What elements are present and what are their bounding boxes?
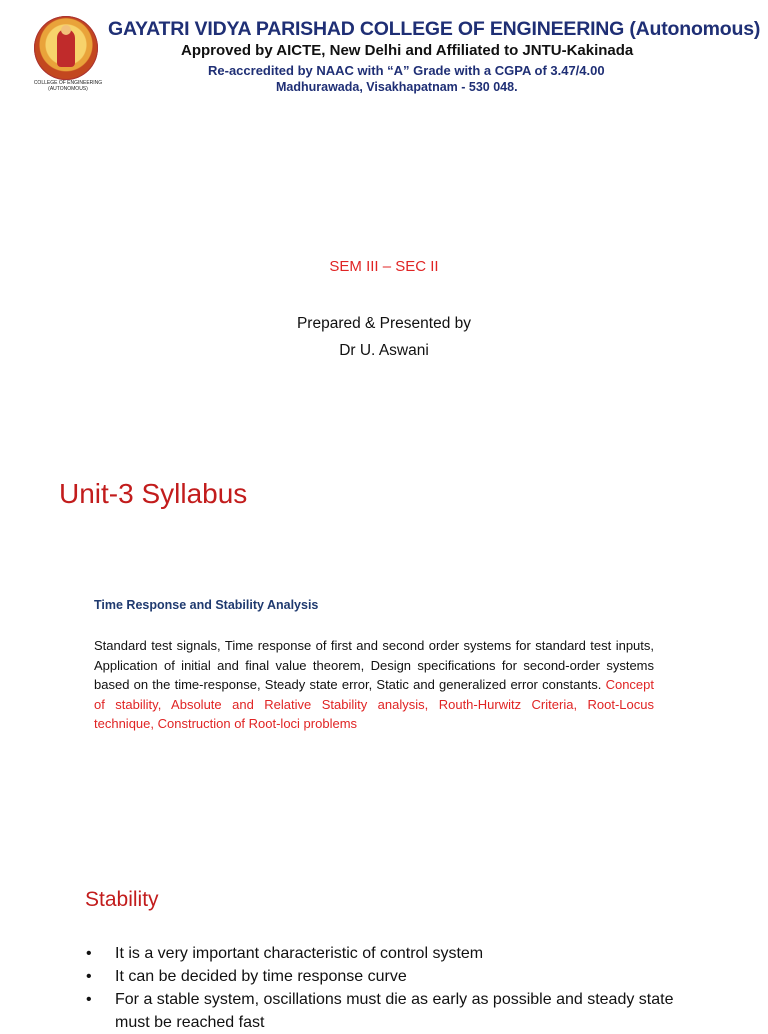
bullet-icon: • [86, 945, 92, 962]
accreditation-line: Re-accredited by NAAC with “A” Grade with a CGPA of 3.47/4.00 [208, 63, 605, 78]
syllabus-body-highlight: Concept of stability, Absolute and Relative Stability analysis, Routh-Hurwitz Criteria, Root-Locus technique, Construction of Root-loci problems [94, 677, 654, 731]
syllabus-title: Unit-3 Syllabus [59, 478, 248, 509]
bullet-text: For a stable system, oscillations must die as early as possible and steady state must be reached fast [115, 991, 674, 1031]
prepared-by-label: Prepared & Presented by [296, 315, 472, 332]
presenter-block [0, 310, 768, 364]
list-item [86, 988, 706, 1034]
stability-bullet-list [86, 942, 706, 1034]
syllabus-heading: Time Response and Stability Analysis [94, 598, 319, 612]
address-line: Madhurawada, Visakhapatnam - 530 048. [276, 80, 518, 94]
emblem-face [61, 25, 71, 35]
bullet-text: It can be decided by time response curve [115, 968, 407, 985]
list-item [86, 942, 706, 965]
bullet-icon: • [86, 991, 92, 1008]
list-item [86, 965, 706, 988]
college-emblem-icon [34, 16, 98, 80]
semester-label: SEM III – SEC II [329, 258, 439, 275]
bullet-icon: • [86, 968, 92, 985]
approval-line: Approved by AICTE, New Delhi and Affiliated to JNTU-Kakinada [181, 42, 634, 59]
college-name: GAYATRI VIDYA PARISHAD COLLEGE OF ENGINEERING (Autonomous) [108, 18, 761, 40]
syllabus-body [94, 636, 654, 734]
syllabus-body-plain: Standard test signals, Time response of first and second order systems for standard test inputs, Application of initial and final value theorem, Design specifications for second-order systems based on the time-response, Steady state error, Static and generalized error constants. [94, 638, 654, 692]
presenter-name: Dr U. Aswani [339, 342, 429, 359]
logo-caption: COLLEGE OF ENGINEERING (AUTONOMOUS) [33, 80, 103, 92]
bullet-text: It is a very important characteristic of control system [115, 945, 484, 962]
title-slide [0, 0, 768, 420]
stability-title: Stability [85, 888, 159, 911]
